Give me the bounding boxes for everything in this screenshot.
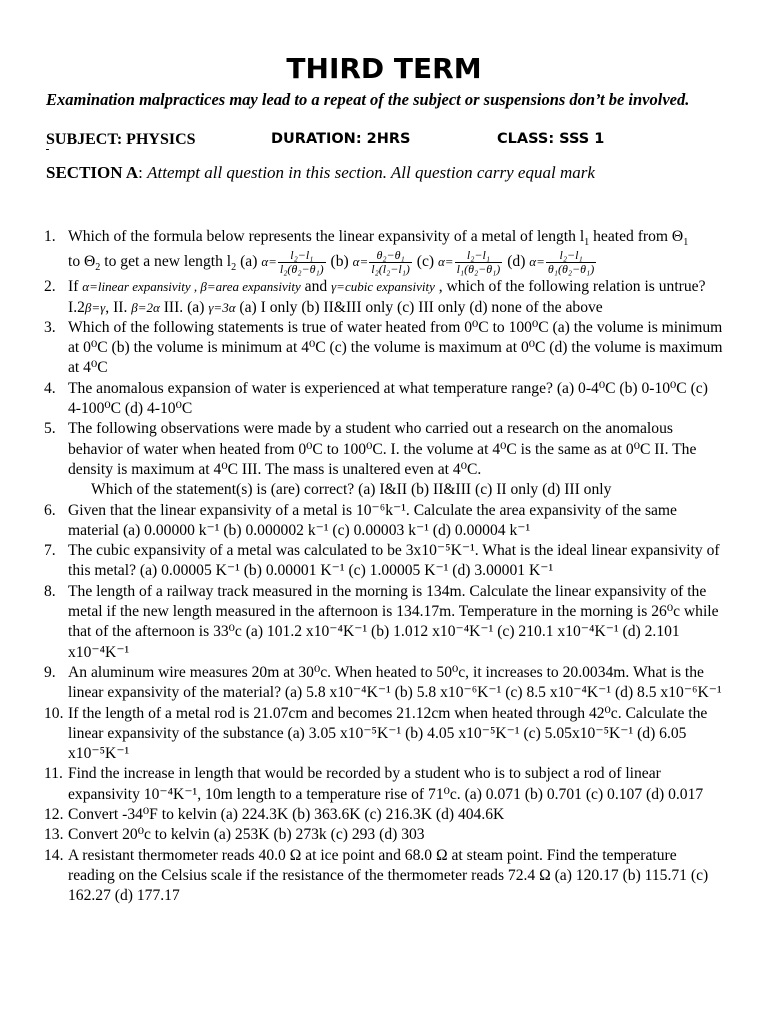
question-number: 7. [44, 542, 56, 560]
q1-den-d: θ₁(θ₂−θ₁) [547, 262, 595, 277]
q2-iii: III. (a) [159, 298, 209, 316]
q1-den-c: l₁(θ₂−θ₁) [456, 262, 501, 277]
q1-alpha-b: α= [352, 254, 369, 270]
question-list [46, 227, 724, 907]
question-number: 9. [44, 663, 56, 681]
question-text: Find the increase in length that would be recorded by a student who is to subject a rod of linear expansivity 10⁻⁴K⁻¹, 10m length to a temperature rise of 71⁰c. (a) 0.071 (b) 0.701 (c) 0.107 (d) 0.017 [68, 765, 704, 803]
q2-sep: , [190, 279, 201, 295]
question-number: 12. [44, 806, 64, 824]
question-text: An aluminum wire measures 20m at 30⁰c. When heated to 50⁰c, it increases to 20.0034m. What is the linear expansivity of the material? (a) 5.8 x10⁻⁴K⁻¹ (b) 5.8 x10⁻⁶K⁻¹ (c) 8.5 x10⁻⁴K⁻¹ (d) 8.5 x10⁻⁶K⁻¹ [68, 663, 722, 702]
question-14 [46, 846, 724, 907]
q1-text: Which of the formula below represents the linear expansivity of a metal of length l [68, 228, 585, 245]
question-number: 14. [44, 846, 64, 864]
q1-alpha-c: α= [437, 254, 454, 270]
question-text: Convert 20⁰c to kelvin (a) 253K (b) 273k (c) 293 (d) 303 [68, 826, 425, 844]
question-number: 6. [44, 501, 56, 519]
q2-def-c: γ=cubic expansivity [331, 279, 435, 295]
q1-opt-d: (d) [503, 253, 530, 271]
duration-label: DURATION: 2HRS [271, 131, 411, 147]
question-followup: Which of the statement(s) is (are) correct? (a) I&II (b) II&III (c) II only (d) III only [91, 481, 612, 499]
q1-num-a: l₂−l₁ [278, 249, 326, 263]
question-7 [46, 541, 724, 582]
q1-opt-a: (a) [236, 253, 262, 271]
q1-num-b: θ₂−θ₁ [369, 249, 412, 263]
class-label: CLASS: SSS 1 [497, 131, 605, 147]
q1-num-d: l₂−l₁ [546, 249, 596, 263]
question-10 [46, 704, 724, 765]
question-text: Given that the linear expansivity of a metal is 10⁻⁶k⁻¹. Calculate the area expansivity of the same material (a) 0.00000 k⁻¹ (b) 0.000002 k⁻¹ (c) 0.00003 k⁻¹ (d) 0.00004 k⁻¹ [68, 501, 677, 539]
question-text: The cubic expansivity of a metal was calculated to be 3x10⁻⁵K⁻¹. What is the ideal linear expansivity of this metal? (a) 0.00005 K⁻¹ (b) 0.00001 K⁻¹ (c) 1.00005 K⁻¹ (d) 3.00001 K⁻¹ [68, 542, 720, 580]
q1-alpha-a: α= [261, 254, 277, 270]
question-number: 11. [44, 765, 63, 783]
page-title: THIRD TERM [286, 52, 482, 85]
question-3 [46, 318, 724, 379]
question-number: 1. [44, 228, 56, 245]
section-instruction: Attempt all question in this section. All question carry equal mark [147, 163, 595, 182]
question-number: 5. [44, 420, 56, 438]
question-text: Convert -34⁰F to kelvin (a) 224.3K (b) 363.6K (c) 216.3K (d) 404.6K [68, 806, 505, 824]
q2-rest: , which of the following relation is untrue? I.2 [68, 278, 706, 316]
q2-and: and [300, 278, 332, 296]
q1-num-c: l₂−l₁ [455, 249, 503, 263]
question-text: The anomalous expansion of water is experienced at what temperature range? (a) 0-4⁰C (b) 0-10⁰C (c) 4-100⁰C (d) 4-10⁰C [68, 379, 708, 418]
q2-def-a: α=linear expansivity [82, 279, 191, 295]
question-12 [46, 805, 724, 825]
q1-text-b: heated from Θ [589, 228, 684, 245]
question-number: 10. [44, 704, 64, 722]
q2-rel3: γ=3α [208, 299, 236, 315]
question-9 [46, 663, 724, 704]
q1-formula-b [369, 249, 412, 276]
underline-mark [46, 149, 49, 150]
question-number: 4. [44, 379, 56, 397]
question-number: 2. [44, 278, 56, 296]
question-6 [46, 501, 724, 542]
q2-if: If [68, 278, 83, 296]
q2-options: (a) I only (b) II&III only (c) III only (d) none of the above [235, 298, 603, 316]
question-2 [46, 277, 724, 318]
q1-text-d: to get a new length l [100, 253, 232, 271]
q2-rel1: β=γ [84, 299, 106, 315]
subject-label: SUBJECT: PHYSICS [46, 131, 196, 148]
question-number: 8. [44, 582, 56, 600]
q1-alpha-d: α= [529, 254, 545, 270]
q2-rel2: β=2α [131, 299, 160, 315]
question-1: 1. Which of the formula below represents the linear expansivity of a metal of length $l_1$ heated from $\Theta_1$ to $\Theta_2$ to get a new length $l_2$ (a) α= $\frac{\text{l₂−l₁}}{\text{l₂(θ₂−θ₁)}}$ (b) α= $\frac{\text{θ₂−θ₁}}{\text{l₂(l₂−l₁)}}$ (c) α= $\frac{\text{l₂−l₁}}{\text{l₁(θ₂−θ₁)}}$ (d) α= $\frac{\text{l₂−l₁}}{\text{θ₁(θ₂−θ₁)}}$ [44, 228, 689, 277]
q1-formula-a [278, 249, 326, 276]
section-label: SECTION A [46, 163, 139, 182]
section-heading: SECTION A: Attempt all question in this section. All question carry equal mark [46, 163, 595, 182]
question-13 [46, 825, 724, 845]
q1-den-b: l₂(l₂−l₁) [371, 262, 410, 277]
question-8 [46, 582, 724, 663]
q1-formula-d [546, 249, 596, 276]
q1-formula-c [455, 249, 503, 276]
question-11 [46, 764, 724, 805]
q1-opt-b: (b) [326, 253, 353, 271]
q2-ii: , II. [105, 298, 132, 316]
question-text: If the length of a metal rod is 21.07cm and becomes 21.12cm when heated through 42⁰c. Calculate the linear expansivity of the substance (a) 3.05 x10⁻⁵K⁻¹ (b) 4.05 x10⁻⁵K⁻¹ (c) 5.05x10⁻⁵K⁻¹ (d) 6.05 x10⁻⁵K⁻¹ [68, 704, 708, 763]
q1-den-a: l₂(θ₂−θ₁) [279, 262, 324, 277]
question-text: The length of a railway track measured in the morning is 134m. Calculate the linear expansivity of the metal if the new length measured in the afternoon is 134.17m. Temperature in the morning is 26⁰c while that of the afternoon is 33⁰c (a) 101.2 x10⁻⁴K⁻¹ (b) 1.012 x10⁻⁴K⁻¹ (c) 210.1 x10⁻⁴K⁻¹ (d) 2.101 x10⁻⁴K⁻¹ [68, 582, 719, 661]
malpractice-warning: Examination malpractices may lead to a repeat of the subject or suspensions don’t be involved. [46, 90, 690, 109]
question-text: A resistant thermometer reads 40.0 Ω at ice point and 68.0 Ω at steam point. Find the temperature reading on the Celsius scale if the resistance of the thermometer reads 72.4 Ω (a) 120.17 (b) 115.71 (c) 162.27 (d) 177.17 [68, 846, 709, 905]
question-4 [46, 379, 724, 420]
question-5 [46, 419, 724, 500]
question-text: Which of the following statements is true of water heated from 0⁰C to 100⁰C (a) the volume is minimum at 0⁰C (b) the volume is minimum at 4⁰C (c) the volume is maximum at 0⁰C (d) the volume is maximum at 4⁰C [68, 318, 723, 377]
question-number: 3. [44, 318, 56, 336]
q2-def-b: β=area expansivity [200, 279, 301, 295]
q1-opt-c: (c) [412, 253, 438, 271]
q1-text-c: to Θ [68, 253, 96, 271]
question-number: 13. [44, 826, 64, 844]
question-text: The following observations were made by a student who carried out a research on the anomalous behavior of water when heated from 0⁰C to 100⁰C. I. the volume at 4⁰C is the same as at 0⁰C II. The density is maximum at 4⁰C III. The mass is unaltered even at 4⁰C. [68, 420, 697, 478]
